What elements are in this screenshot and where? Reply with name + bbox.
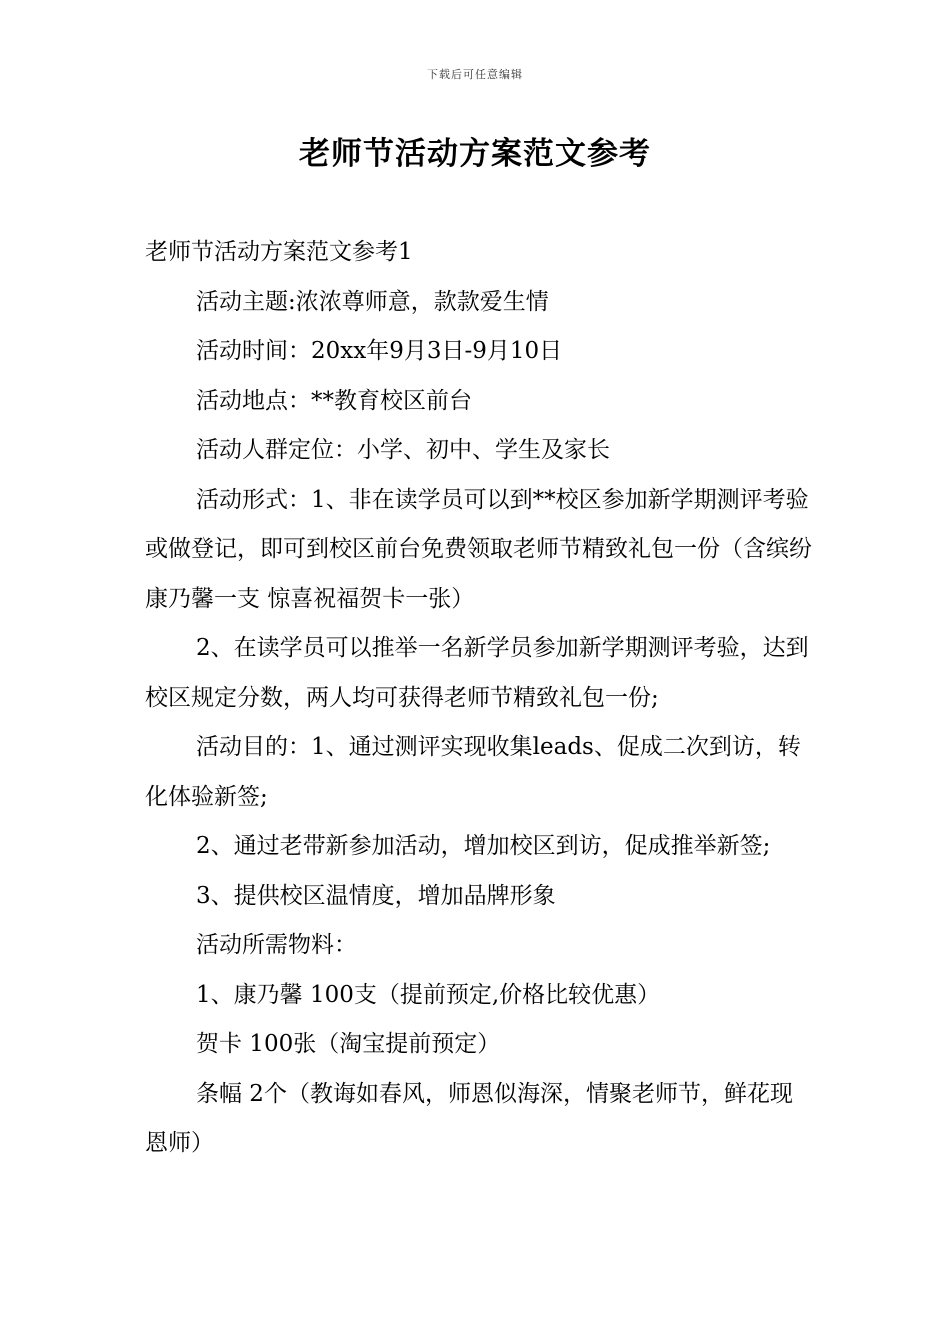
paragraph-materials-heading: 活动所需物料：: [196, 932, 357, 958]
paragraph-purpose-2: 2、通过老带新参加活动，增加校区到访，促成推举新签;: [196, 833, 771, 859]
header-note: 下载后可任意编辑: [427, 68, 523, 81]
paragraph-audience: 活动人群定位：小学、初中、学生及家长: [196, 437, 610, 463]
document-title: 老师节活动方案范文参考: [299, 136, 651, 172]
paragraph-theme: 活动主题:浓浓尊师意，款款爱生情: [196, 288, 549, 315]
paragraph-format-1: 活动形式：1、非在读学员可以到**校区参加新学期测评考验或做登记，即可到校区前台免费领取老师节精致礼包一份（含缤纷康乃馨一支 惊喜祝福贺卡一张）: [145, 486, 812, 612]
paragraph-format-2: 2、在读学员可以推举一名新学员参加新学期测评考验，达到校区规定分数，两人均可获得老师节精致礼包一份;: [145, 635, 809, 711]
section-heading: 老师节活动方案范文参考1: [145, 239, 413, 265]
paragraph-purpose-1: 活动目的：1、通过测评实现收集leads、促成二次到访，转化体验新签;: [145, 734, 801, 810]
paragraph-purpose-3: 3、提供校区温情度，增加品牌形象: [196, 882, 556, 909]
paragraph-material-cards: 贺卡 100张（淘宝提前预定）: [196, 1031, 501, 1057]
paragraph-time: 活动时间：20xx年9月3日-9月10日: [196, 338, 563, 364]
paragraph-location: 活动地点：**教育校区前台: [196, 387, 472, 414]
paragraph-material-flowers: 1、康乃馨 100支（提前预定,价格比较优惠）: [196, 981, 661, 1008]
document-body: [145, 228, 815, 1169]
paragraph-material-banners: 条幅 2个（教诲如春风，师恩似海深，情聚老师节，鲜花现恩师）: [145, 1080, 793, 1156]
